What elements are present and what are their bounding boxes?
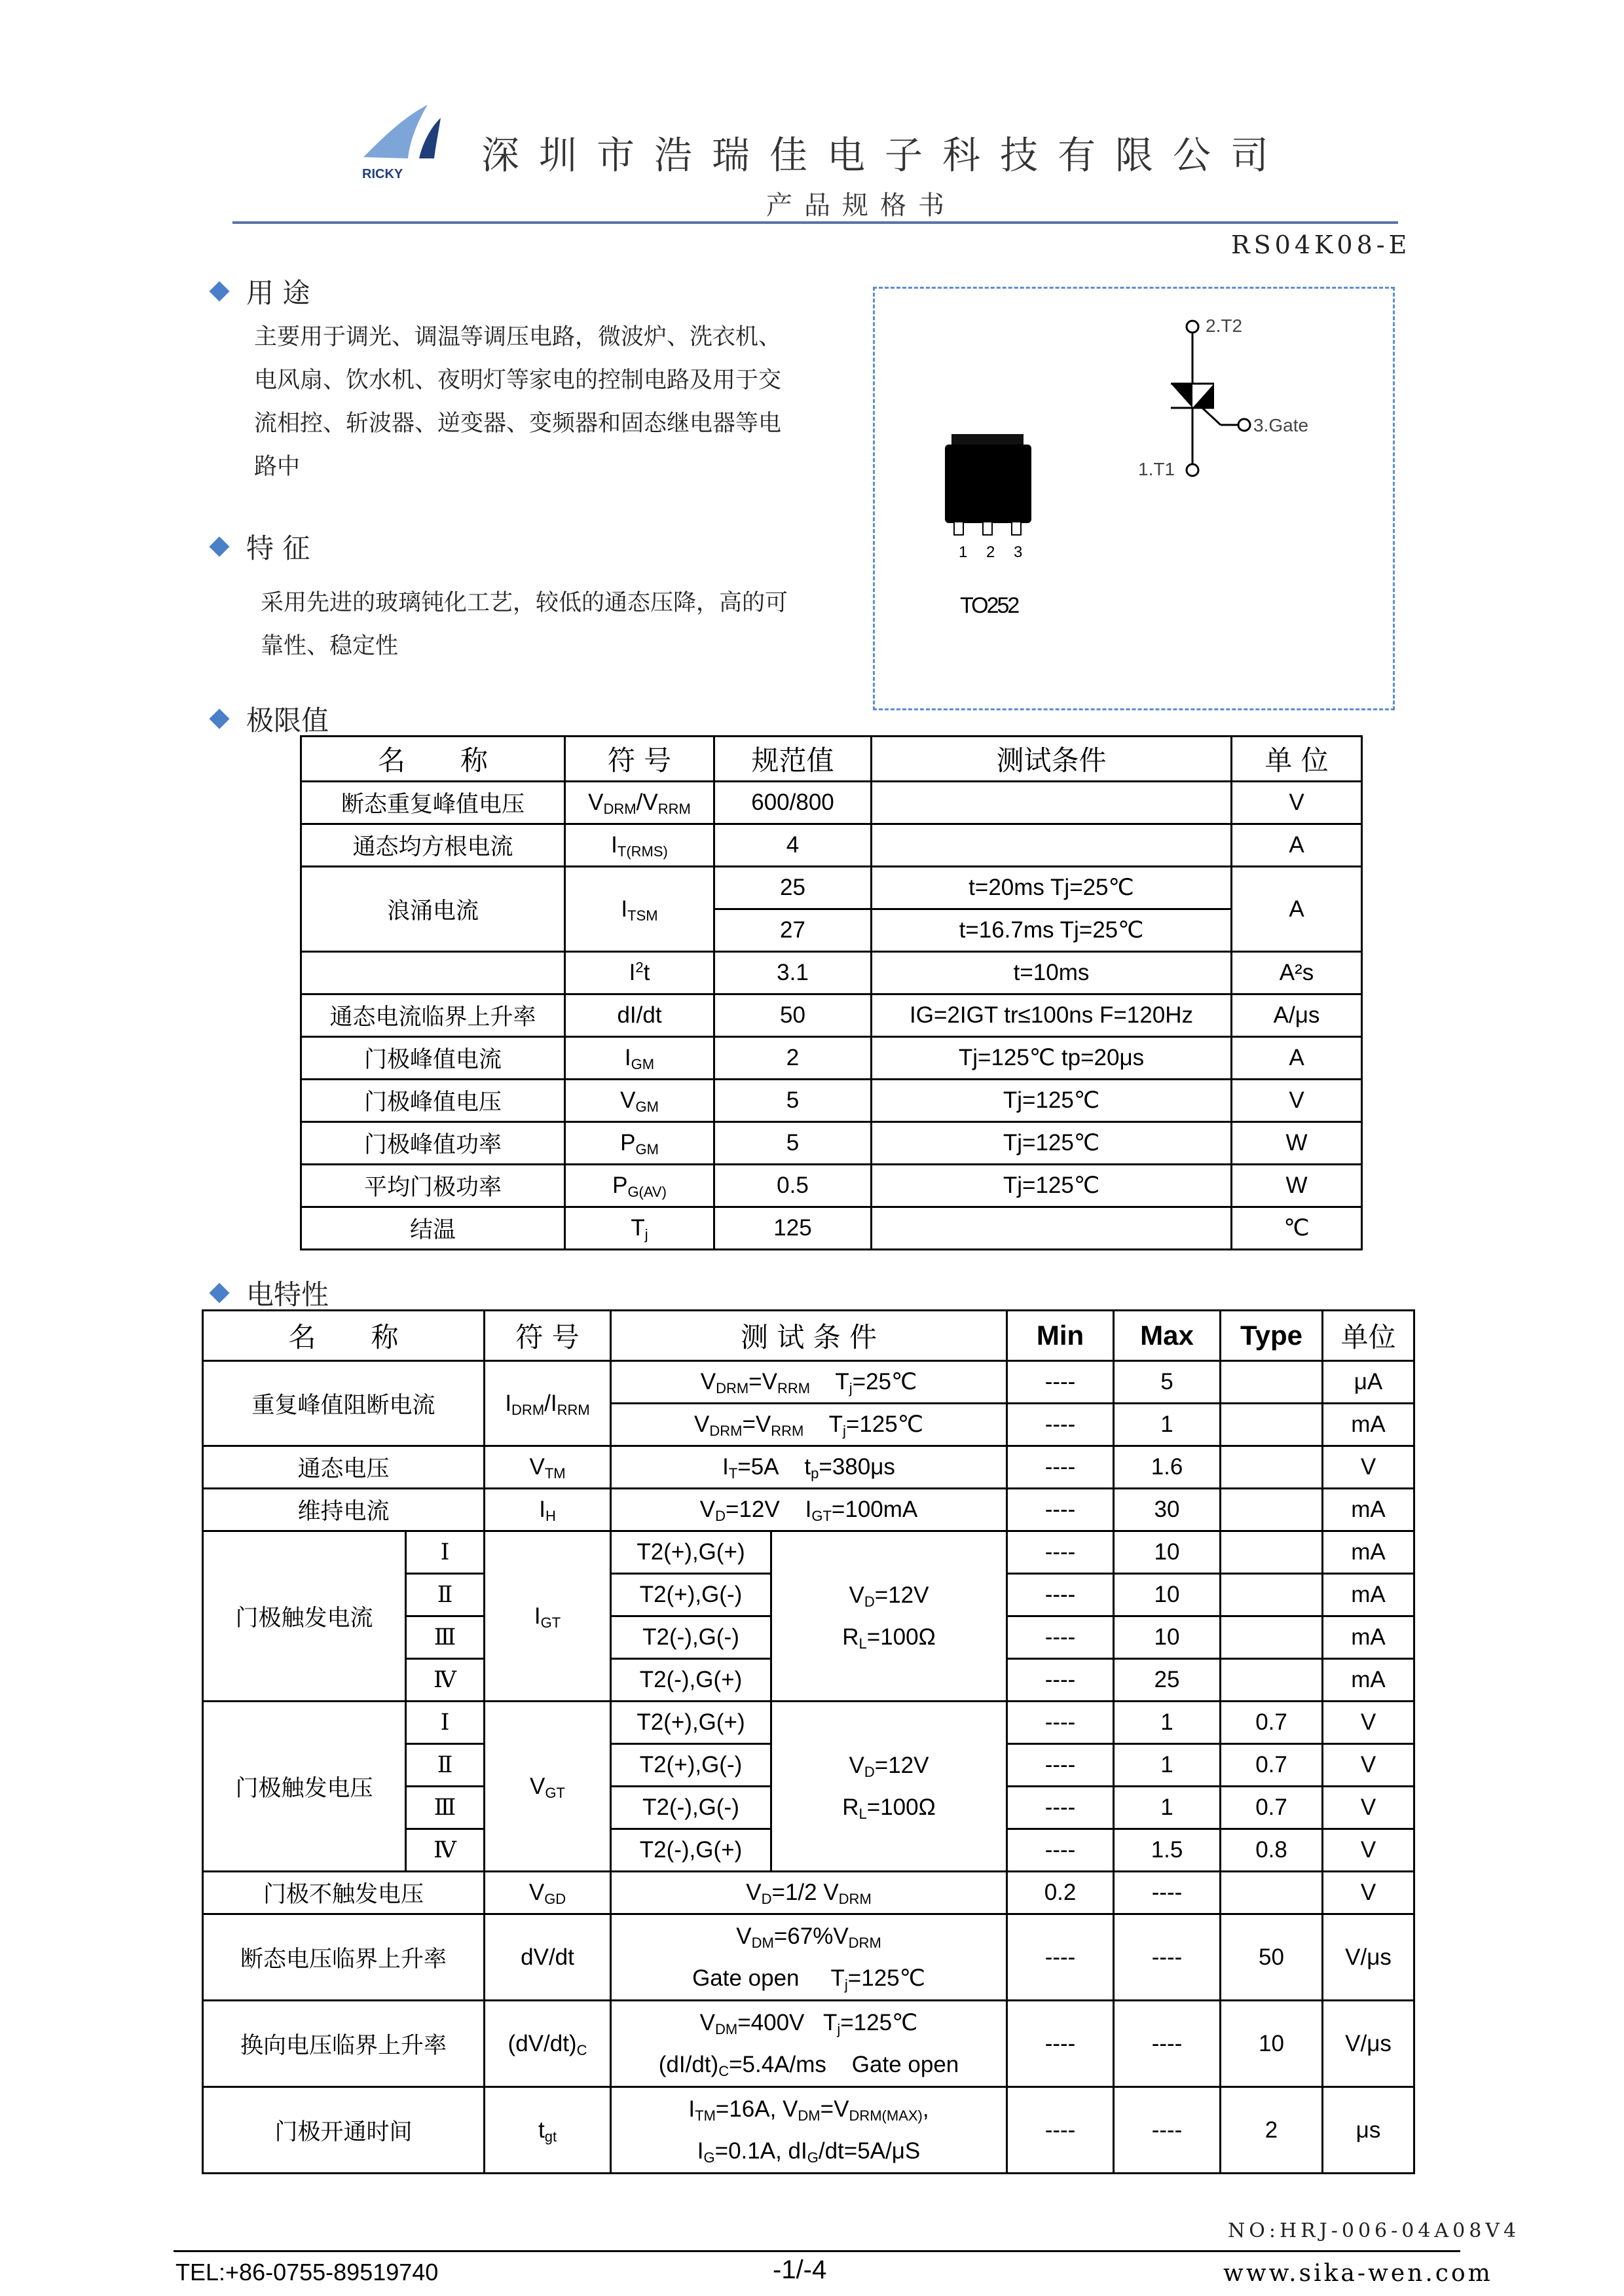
table-header-row: [301, 737, 1362, 782]
param-min: ----: [1007, 1659, 1114, 1702]
table-row: [301, 824, 1362, 867]
param-symbol: $(dV/dt)_C$: [485, 2001, 611, 2087]
applications-text: [254, 316, 781, 488]
param-condition: t=16.7ms Tj=25℃: [872, 909, 1232, 952]
pin-2-label: 2: [986, 543, 995, 561]
param-symbol: $I_{GT}$: [485, 1531, 611, 1702]
col-header: 符 号: [485, 1311, 611, 1361]
param-type: [1221, 1574, 1323, 1616]
col-header: 规范值: [714, 737, 872, 782]
param-unit: μA: [1323, 1361, 1414, 1404]
param-name: 门极开通时间: [203, 2087, 485, 2174]
param-name: 通态均方根电流: [301, 824, 565, 867]
param-unit: W: [1232, 1122, 1362, 1165]
t2-label: 2.T2: [1206, 316, 1243, 336]
table-row: [203, 1489, 1414, 1531]
table-row: [301, 952, 1362, 994]
col-header: 测试条件: [872, 737, 1232, 782]
param-value: 27: [714, 909, 872, 952]
param-type: [1221, 1404, 1323, 1446]
param-name: 通态电压: [203, 1446, 485, 1489]
param-unit: V: [1323, 1787, 1414, 1829]
param-unit: V/μs: [1323, 2001, 1414, 2087]
param-symbol: $I_{DRM}/I_{RRM}$: [485, 1361, 611, 1446]
param-symbol: $I_{TSM}$: [565, 867, 714, 952]
param-name: 重复峰值阻断电流: [203, 1361, 485, 1446]
param-min: ----: [1007, 2001, 1114, 2087]
param-condition: t=10ms: [872, 952, 1232, 994]
param-symbol: $I_{GM}$: [565, 1037, 714, 1080]
table-row: [301, 782, 1362, 824]
diamond-bullet-icon: [209, 708, 229, 729]
param-condition: $V_{DM}=400V$ $T_j=125℃$ $(dI/dt)_C=5.4A/ms$ Gate open: [611, 2001, 1007, 2087]
table-row: [203, 1702, 1414, 1744]
applications-heading: 用 途: [208, 272, 310, 311]
table-row: [203, 1361, 1414, 1404]
param-symbol: $I_{T(RMS)}$: [565, 824, 714, 867]
quadrant-label: Ⅳ: [406, 1829, 485, 1872]
ratings-table: [300, 735, 1363, 1250]
param-symbol: $V_{GD}$: [485, 1872, 611, 1914]
param-min: ----: [1007, 1489, 1114, 1531]
param-value: 25: [714, 867, 872, 909]
param-min: ----: [1007, 1787, 1114, 1829]
param-max: 1: [1114, 1787, 1221, 1829]
param-min: ----: [1007, 1574, 1114, 1616]
param-min: ----: [1007, 1404, 1114, 1446]
param-min: 0.2: [1007, 1872, 1114, 1914]
to252-package-icon: [945, 434, 1031, 535]
gate-label: 3.Gate: [1253, 415, 1309, 435]
param-unit: mA: [1323, 1489, 1414, 1531]
param-max: ----: [1114, 1914, 1221, 2001]
footer-telephone: TEL:+86-0755-89519740: [175, 2259, 439, 2286]
param-value: 2: [714, 1037, 872, 1080]
param-value: 0.5: [714, 1165, 872, 1207]
param-type: 2: [1221, 2087, 1323, 2174]
param-value: 3.1: [714, 952, 872, 994]
param-symbol: $V_{GM}$: [565, 1080, 714, 1122]
param-condition: $V_{DRM}=V_{RRM}$ $T_j=25℃$: [611, 1361, 1007, 1404]
features-heading: 特 征: [208, 527, 310, 566]
electrical-table: [202, 1309, 1415, 2174]
company-name: 深圳市浩瑞佳电子科技有限公司: [481, 133, 1289, 177]
param-symbol: $P_{G(AV)}$: [565, 1165, 714, 1207]
param-condition: $V_D=12V$ $I_{GT}=100mA$: [611, 1489, 1007, 1531]
param-symbol: $V_{GT}$: [485, 1702, 611, 1872]
param-unit: V: [1323, 1744, 1414, 1787]
table-row: [301, 1080, 1362, 1122]
param-symbol: $V_{TM}$: [485, 1446, 611, 1489]
param-unit: A: [1232, 1037, 1362, 1080]
param-type: 0.7: [1221, 1702, 1323, 1744]
param-type: [1221, 1489, 1323, 1531]
package-diagram: [875, 289, 1393, 708]
param-type: 0.7: [1221, 1744, 1323, 1787]
electrical-heading: 电特性: [208, 1273, 329, 1313]
param-max: 1.6: [1114, 1446, 1221, 1489]
page-number: -1/-4: [773, 2255, 827, 2284]
param-unit: V: [1232, 1080, 1362, 1122]
param-name: 门极峰值电流: [301, 1037, 565, 1080]
quadrant-label: Ⅱ: [406, 1574, 485, 1616]
param-type: [1221, 1659, 1323, 1702]
param-unit: ℃: [1232, 1207, 1362, 1250]
param-min: ----: [1007, 1744, 1114, 1787]
param-unit: V: [1323, 1829, 1414, 1872]
param-min: ----: [1007, 1446, 1114, 1489]
table-row: [203, 1446, 1414, 1489]
param-name: 门极峰值功率: [301, 1122, 565, 1165]
table-row: [203, 1872, 1414, 1914]
features-text: [261, 581, 788, 668]
param-type: [1221, 1872, 1323, 1914]
param-symbol: $I_H$: [485, 1489, 611, 1531]
param-type: [1221, 1616, 1323, 1659]
param-value: 125: [714, 1207, 872, 1250]
param-unit: mA: [1323, 1616, 1414, 1659]
diamond-bullet-icon: [209, 536, 229, 556]
param-value: 4: [714, 824, 872, 867]
col-header: 单 位: [1232, 737, 1362, 782]
param-max: 25: [1114, 1659, 1221, 1702]
quadrant-label: Ⅳ: [406, 1659, 485, 1702]
param-condition: Tj=125℃: [872, 1080, 1232, 1122]
param-condition: T2(+),G(-): [611, 1744, 771, 1787]
param-symbol: $t_{gt}$: [485, 2087, 611, 2174]
param-condition: T2(-),G(+): [611, 1659, 771, 1702]
param-name: 门极峰值电压: [301, 1080, 565, 1122]
param-condition: T2(+),G(+): [611, 1702, 771, 1744]
param-condition: Tj=125℃: [872, 1122, 1232, 1165]
param-type: 50: [1221, 1914, 1323, 2001]
param-value: 50: [714, 994, 872, 1037]
ratings-heading: 极限值: [208, 699, 329, 738]
col-header: 测 试 条 件: [611, 1311, 1007, 1361]
company-logo: [357, 98, 445, 183]
param-min: ----: [1007, 2087, 1114, 2174]
part-number: RS04K08-E: [1231, 230, 1411, 259]
param-type: [1221, 1531, 1323, 1574]
quadrant-label: Ⅱ: [406, 1744, 485, 1787]
param-max: 10: [1114, 1531, 1221, 1574]
param-value: 5: [714, 1080, 872, 1122]
triac-arrow-up-icon: [1192, 384, 1214, 408]
table-row: [301, 1165, 1362, 1207]
param-unit: A: [1232, 867, 1362, 952]
param-condition: $V_{DM}=67\%V_{DRM}$ Gate open $T_j=125℃$: [611, 1914, 1007, 2001]
param-condition: $I_{TM}=16A$, $V_{DM}=V_{DRM(MAX)}$, $I_G=0.1A$, $dI_G/dt=5A/\mu S$: [611, 2087, 1007, 2174]
param-value: 5: [714, 1122, 872, 1165]
table-row: [301, 1037, 1362, 1080]
param-condition: t=20ms Tj=25℃: [872, 867, 1232, 909]
param-type: [1221, 1446, 1323, 1489]
col-header: 名 称: [203, 1311, 485, 1361]
param-unit: mA: [1323, 1574, 1414, 1616]
col-header: 符 号: [565, 737, 714, 782]
param-symbol: $I^2t$: [565, 952, 714, 994]
param-condition: T2(+),G(+): [611, 1531, 771, 1574]
param-min: ----: [1007, 1914, 1114, 2001]
param-max: 1: [1114, 1404, 1221, 1446]
param-symbol: $T_j$: [565, 1207, 714, 1250]
param-unit: V: [1323, 1446, 1414, 1489]
param-unit: W: [1232, 1165, 1362, 1207]
param-condition: [872, 1207, 1232, 1250]
param-min: ----: [1007, 1616, 1114, 1659]
param-name: 平均门极功率: [301, 1165, 565, 1207]
param-unit: μs: [1323, 2087, 1414, 2174]
param-unit: V: [1323, 1702, 1414, 1744]
pin-3-label: 3: [1014, 543, 1023, 561]
param-unit: mA: [1323, 1531, 1414, 1574]
features-line: 靠性、稳定性: [261, 633, 399, 659]
param-name: 通态电流临界上升率: [301, 994, 565, 1037]
footer-rule: [174, 2250, 1460, 2252]
quadrant-label: Ⅲ: [406, 1787, 485, 1829]
diamond-bullet-icon: [209, 281, 229, 301]
param-name: 门极不触发电压: [203, 1872, 485, 1914]
param-condition: [872, 824, 1232, 867]
table-row: [203, 2087, 1414, 2174]
param-condition: $V_D=1/2$ $V_{DRM}$: [611, 1872, 1007, 1914]
param-name: [301, 952, 565, 994]
param-max: 1.5: [1114, 1829, 1221, 1872]
param-unit: mA: [1323, 1404, 1414, 1446]
param-max: 10: [1114, 1616, 1221, 1659]
quadrant-label: Ⅰ: [406, 1702, 485, 1744]
param-max: 30: [1114, 1489, 1221, 1531]
param-name: 门极触发电流: [203, 1531, 406, 1702]
table-header-row: [203, 1311, 1414, 1361]
param-max: 1: [1114, 1744, 1221, 1787]
pin-1-label: 1: [959, 543, 968, 561]
param-name: 结温: [301, 1207, 565, 1250]
param-type: [1221, 1361, 1323, 1404]
param-unit: A/μs: [1232, 994, 1362, 1037]
param-condition: Tj=125℃: [872, 1165, 1232, 1207]
diamond-bullet-icon: [209, 1283, 229, 1303]
document-number: NO:HRJ-006-04A08V4: [1228, 2219, 1521, 2242]
header-rule: [232, 221, 1398, 224]
param-max: ----: [1114, 2001, 1221, 2087]
package-diagram-box: [873, 287, 1395, 710]
param-condition: T2(-),G(+): [611, 1829, 771, 1872]
applications-line: 电风扇、饮水机、夜明灯等家电的控制电路及用于交: [254, 367, 782, 393]
param-condition: $V_{DRM}=V_{RRM}$ $T_j=125℃$: [611, 1404, 1007, 1446]
applications-line: 流相控、斩波器、逆变器、变频器和固态继电器等电: [254, 410, 782, 437]
param-max: ----: [1114, 1872, 1221, 1914]
param-condition: IG=2IGT tr≤100ns F=120Hz: [872, 994, 1232, 1037]
col-header: 名 称: [301, 737, 565, 782]
param-condition: Tj=125℃ tp=20μs: [872, 1037, 1232, 1080]
param-type: 0.8: [1221, 1829, 1323, 1872]
applications-line: 主要用于调光、调温等调压电路，微波炉、洗衣机、: [254, 324, 782, 350]
col-header: Max: [1114, 1311, 1221, 1361]
param-max: ----: [1114, 2087, 1221, 2174]
param-max: 1: [1114, 1702, 1221, 1744]
footer-website[interactable]: www.sika-wen.com: [1223, 2260, 1493, 2287]
document-title: 产品规格书: [766, 191, 956, 221]
logo-text: RICKY: [362, 167, 403, 181]
table-row: [301, 1122, 1362, 1165]
param-name: 断态重复峰值电压: [301, 782, 565, 824]
param-unit: V: [1232, 782, 1362, 824]
param-condition-common: $V_D=12V$ $R_L=100\Omega$: [771, 1531, 1007, 1702]
param-value: 600/800: [714, 782, 872, 824]
param-condition: T2(-),G(-): [611, 1616, 771, 1659]
param-condition: T2(-),G(-): [611, 1787, 771, 1829]
param-condition: T2(+),G(-): [611, 1574, 771, 1616]
param-name: 门极触发电压: [203, 1702, 406, 1872]
param-symbol: $P_{GM}$: [565, 1122, 714, 1165]
param-name: 浪涌电流: [301, 867, 565, 952]
table-row: [203, 1531, 1414, 1574]
table-row: [301, 867, 1362, 909]
features-line: 采用先进的玻璃钝化工艺，较低的通态压降，高的可: [261, 590, 788, 616]
col-header: Type: [1221, 1311, 1323, 1361]
package-name: TO252: [960, 593, 1018, 618]
param-name: 换向电压临界上升率: [203, 2001, 485, 2087]
table-row: [301, 1207, 1362, 1250]
param-min: ----: [1007, 1531, 1114, 1574]
param-symbol: dI/dt: [565, 994, 714, 1037]
param-max: 5: [1114, 1361, 1221, 1404]
param-min: ----: [1007, 1829, 1114, 1872]
param-symbol: $V_{DRM}/V_{RRM}$: [565, 782, 714, 824]
table-row: [301, 994, 1362, 1037]
param-condition: [872, 782, 1232, 824]
triac-arrow-down-icon: [1171, 384, 1192, 408]
param-type: 10: [1221, 2001, 1323, 2087]
param-max: 10: [1114, 1574, 1221, 1616]
param-min: ----: [1007, 1702, 1114, 1744]
param-name: 断态电压临界上升率: [203, 1914, 485, 2001]
param-min: ----: [1007, 1361, 1114, 1404]
param-unit: A²s: [1232, 952, 1362, 994]
param-type: 0.7: [1221, 1787, 1323, 1829]
param-symbol: dV/dt: [485, 1914, 611, 2001]
table-row: [203, 2001, 1414, 2087]
param-condition-common: $V_D=12V$ $R_L=100\Omega$: [771, 1702, 1007, 1872]
param-unit: mA: [1323, 1659, 1414, 1702]
param-unit: V: [1323, 1872, 1414, 1914]
param-unit: V/μs: [1323, 1914, 1414, 2001]
col-header: 单位: [1323, 1311, 1414, 1361]
applications-line: 路中: [254, 454, 301, 480]
param-unit: A: [1232, 824, 1362, 867]
quadrant-label: Ⅲ: [406, 1616, 485, 1659]
col-header: Min: [1007, 1311, 1114, 1361]
param-condition: $I_T=5A$ $t_p=380\mu s$: [611, 1446, 1007, 1489]
param-name: 维持电流: [203, 1489, 485, 1531]
table-row: [203, 1914, 1414, 2001]
t1-label: 1.T1: [1138, 459, 1175, 479]
quadrant-label: Ⅰ: [406, 1531, 485, 1574]
